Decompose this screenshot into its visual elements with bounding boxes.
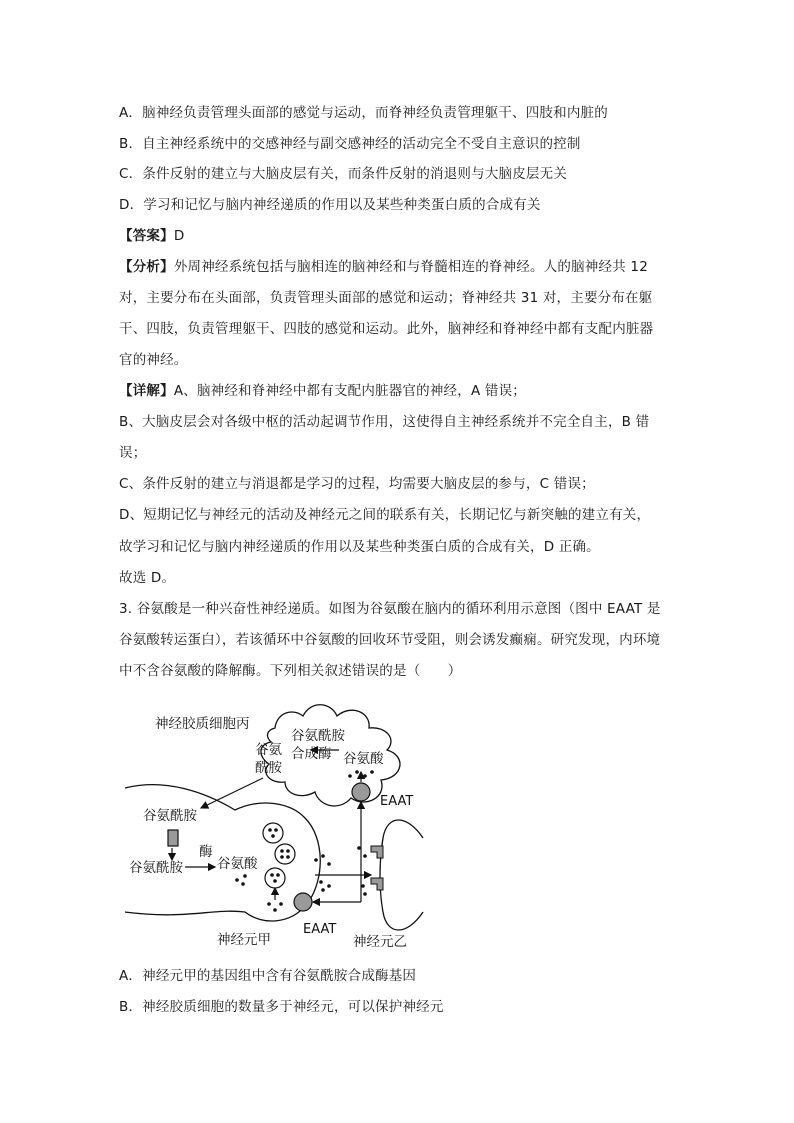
- enzyme-label: 酶: [199, 844, 213, 860]
- q2-option-a: A．脑神经负责管理头面部的感觉与运动，而脊神经负责管理躯干、四肢和内脏的: [119, 105, 608, 121]
- answer-tag: 【答案】: [119, 228, 174, 244]
- q3-stem-line-3: 中不含谷氨酸的降解酶。下列相关叙述错误的是（ ）: [119, 663, 462, 679]
- eaat-top-label: EAAT: [380, 794, 414, 809]
- conclusion-line: 故选 D。: [119, 570, 176, 586]
- glutamine-outside-label: 谷氨酰胺: [143, 808, 197, 824]
- glial-cell-label: 神经胶质细胞丙: [155, 716, 250, 732]
- synthase-label-2: 合成酶: [291, 746, 332, 762]
- neuron-b-outline: [380, 820, 423, 930]
- q3-option-a: A．神经元甲的基因组中含有谷氨酰胺合成酶基因: [119, 968, 417, 984]
- neuron-b-label: 神经元乙: [353, 934, 407, 950]
- glutamate-cycle-diagram: [125, 690, 435, 955]
- q3-option-b: B．神经胶质细胞的数量多于神经元，可以保护神经元: [119, 999, 444, 1015]
- answer-line: [119, 226, 184, 246]
- glutamate-glia-label: 谷氨酸: [343, 751, 384, 767]
- q3-stem-line-2: 谷氨酸转运蛋白），若该循环中谷氨酸的回收环节受阻，则会诱发癫痫。研究发现，内环境: [119, 632, 661, 648]
- q2-option-d: D．学习和记忆与脑内神经递质的作用以及某些种类蛋白质的合成有关: [119, 197, 541, 213]
- detail-line-3: 误；: [119, 445, 147, 461]
- analysis-line-3: 干、四肢，负责管理躯干、四肢的感觉和运动。此外，脑神经和脊神经中都有支配内脏器: [119, 321, 654, 337]
- analysis-line-2: 对，主要分布在头面部，负责管理头面部的感觉和运动；脊神经共 31 对，主要分布在躯: [119, 290, 653, 306]
- receptor-lower: [371, 878, 383, 890]
- detail-line-6: 故学习和记忆与脑内神经递质的作用以及某些种类蛋白质的合成有关，D 正确。: [119, 539, 600, 555]
- detail-line-1: [119, 381, 526, 401]
- answer-value: D: [173, 228, 185, 244]
- glutamine-glia-label-2: 酰胺: [255, 760, 282, 776]
- analysis-text-1: 外周神经系统包括与脑相连的脑神经和与脊髓相连的脊神经。人的脑神经共 12: [173, 259, 648, 275]
- receptor-upper: [371, 846, 383, 858]
- vesicle-3: [265, 868, 285, 888]
- glutamine-transporter: [168, 830, 178, 846]
- q2-option-c: C．条件反射的建立与大脑皮层有关，而条件反射的消退则与大脑皮层无关: [119, 166, 568, 182]
- glutamate-inside-label: 谷氨酸: [217, 856, 258, 872]
- eaat-transporter-neuron: [294, 893, 312, 911]
- glutamine-glia-label-1: 谷氨: [255, 742, 282, 758]
- detail-line-4: C、条件反射的建立与消退都是学习的过程，均需要大脑皮层的参与，C 错误；: [119, 476, 595, 492]
- neuron-a-label: 神经元甲: [217, 932, 271, 948]
- analysis-tag: 【分析】: [119, 259, 174, 275]
- detail-line-5: D、短期记忆与神经元的活动及神经元之间的联系有关，长期记忆与新突触的建立有关，: [119, 507, 651, 523]
- glutamine-inside-label: 谷氨酰胺: [129, 860, 183, 876]
- q2-option-b: B．自主神经系统中的交感神经与副交感神经的活动完全不受自主意识的控制: [119, 136, 581, 152]
- detail-text-1: A、脑神经和脊神经中都有支配内脏器官的神经，A 错误；: [173, 383, 526, 399]
- eaat-transporter-glia: [352, 783, 370, 801]
- eaat-bottom-label: EAAT: [303, 922, 337, 937]
- detail-line-2: B、大脑皮层会对各级中枢的活动起调节作用，这使得自主神经系统并不完全自主，B 错: [119, 414, 650, 430]
- vesicle-2: [275, 844, 295, 864]
- analysis-line-1: [119, 257, 648, 277]
- synthase-label-1: 谷氨酰胺: [291, 728, 345, 744]
- detail-tag: 【详解】: [119, 383, 174, 399]
- analysis-line-4: 官的神经。: [119, 352, 188, 368]
- vesicle-1: [263, 823, 283, 843]
- q3-stem-line-1: 3. 谷氨酸是一种兴奋性神经递质。如图为谷氨酸在脑内的循环利用示意图（图中 EAAT 是: [119, 601, 661, 617]
